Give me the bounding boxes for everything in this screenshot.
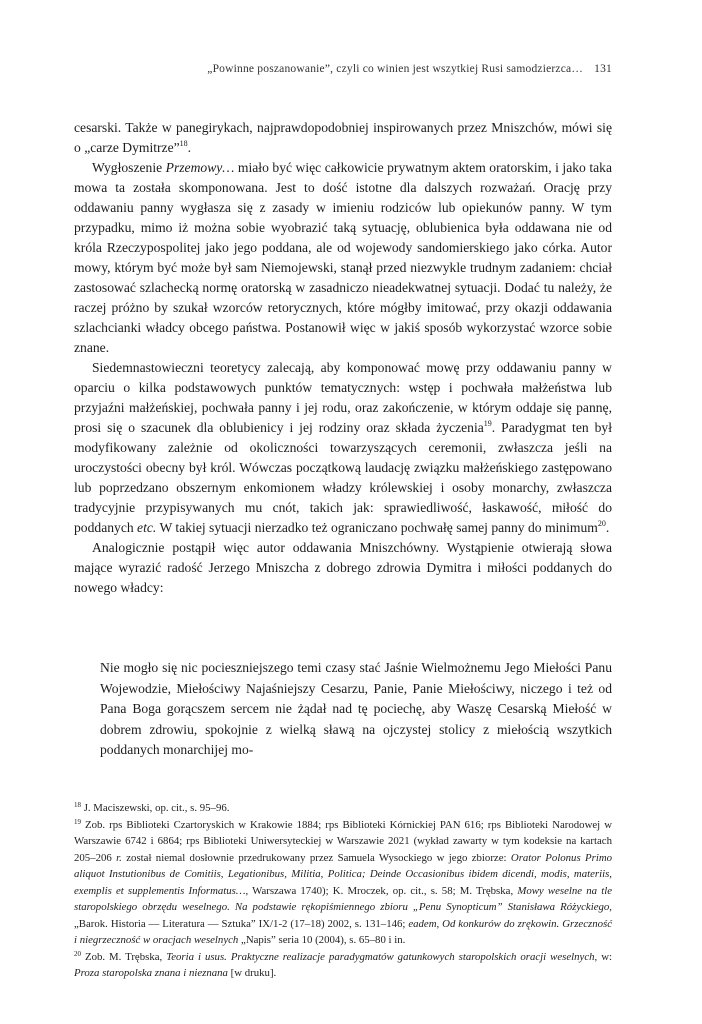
book-title: Orator Polonus Primo aliquot Instutionibus de Comitiis, Legationibus, Militia, Politica; Deinde Occasionibus ibidem dicendi, modis, materiis, exemplis et supplementis Informatus… — [74, 851, 613, 897]
footnote-text: , „Barok. Historia — Literatura — Sztuka” IX/1-2 (17–18) 2002, s. 131–146; — [74, 901, 612, 930]
footnote-ref-18: 18 — [179, 139, 188, 148]
block-quote — [100, 658, 612, 761]
footnote-text: „Napis” seria 10 (2004), s. 65–80 i in. — [238, 934, 406, 946]
footnote-20 — [74, 949, 612, 982]
article-title: Teoria i usus. Praktyczne realizacje paradygmatów gatunkowych staropolskich oracji weselnych — [166, 950, 595, 963]
footnote-text: został niemal dosłownie przedrukowany przez Samuela Wysockiego w jego zbiorze: — [121, 851, 511, 864]
paragraph-3 — [74, 358, 612, 538]
paragraph-text: Siedemnastowieczni teoretycy zalecają, aby komponować mowę przy oddawaniu panny w oparciu o kilka podstawowych punktów tematycznych: wstęp i pochwała małżeństwa lub przyjaźni małżeńskiej, pochwała panny i jej rodu, oraz zakończenie, w którym oddaje się pannę, prosi się o szacunek dla oblubienicy i jej rodziny oraz składa życzenia — [74, 360, 612, 435]
footnotes — [74, 800, 612, 982]
footnote-ref-19: 19 — [483, 419, 492, 428]
paragraph-text: . — [605, 520, 610, 535]
paragraph-text: cesarski. Także w panegirykach, najprawdopodobniej inspirowanych przez Mniszchów, mówi się o „carze Dymitrze” — [74, 120, 612, 155]
paragraph-text: Wygłoszenie — [92, 160, 166, 175]
paragraph-2 — [74, 158, 612, 358]
paragraph-text: . Paradygmat ten był modyfikowany zależnie od okoliczności towarzyszących ceremonii, zwłaszcza jeśli na uroczystości obecny był król. Wówczas początkową laudację związku małżeńskiego zastępowano lub poprzedzano obszernym enkomionem władzy królewskiej i osoby monarchy, zwłaszcza tradycyjnie przypisywanych mu cnót, takich jak: sprawiedliwość, łaskawość, miłość do poddanych — [74, 420, 612, 535]
footnote-text: J. Maciszewski, op. cit., s. 95–96. — [81, 802, 230, 814]
article-title: eadem, Od konkurów do zrękowin. Grzeczność i niegrzeczność w oracjach weselnych — [74, 917, 612, 946]
footnote-mark: 18 — [74, 801, 81, 809]
footnote-18 — [74, 800, 612, 817]
page-number: 131 — [594, 63, 612, 75]
book-title: Proza staropolska znana i nieznana — [74, 967, 228, 979]
italic-abbrev: etc. — [137, 520, 157, 535]
paragraph-1 — [74, 118, 612, 158]
main-text — [74, 118, 612, 598]
work-title: Przemowy… — [165, 160, 235, 175]
footnote-text: , Warszawa 1740); K. Mroczek, op. cit., s. 58; M. Trębska, — [245, 884, 518, 897]
footnote-mark: 20 — [74, 949, 81, 958]
footnote-text: Zob. rps Biblioteki Czartoryskich w Krakowie 1884; rps Biblioteki Kórnickiej PAN 616; rps Biblioteki Narodowej w Warszawie 6742 i 6864; rps Biblioteki Uniwersyteckiej w Warszawie 2021 (wykład zawarty w tym kodeksie na kartach 205–206 — [74, 818, 612, 864]
running-title: „Powinne poszanowanie”, czyli co winien jest wszytkiej Rusi samodzierzca… — [207, 63, 584, 75]
paragraph-text: miało być więc całkowicie prywatnym aktem oratorskim, i jako taka mowa ta została skomponowana. Jest to dość istotne dla dalszych rozważań. Orację przy oddawaniu panny wygłasza się z zasady w imieniu rodziców lub opiekunów panny. W tym przypadku, mimo iż można sobie wyobrazić taką sytuację, oblubienica była oddawana nie od króla Rzeczypospolitej jako jego poddana, ale od wojewody sandomierskiego jako córka. Autor mowy, którym być może był sam Niemojewski, stanął przed niezwykle trudnym zadaniem: chciał zastosować szlachecką normę oratorską w zasadniczo nieadekwatnej sytuacji. Dodać tu należy, że raczej próżno by szukał wzorców retorycznych, które mógłby imitować, przy okazji oddawania szlachcianki władcy obcego państwa. Postanowił więc w jakiś sposób wykorzystać wzorce sobie znane. — [74, 160, 612, 355]
footnote-19 — [74, 817, 612, 949]
footnote-mark: 19 — [74, 817, 81, 826]
paragraph-4: Analogicznie postąpił więc autor oddawania Mniszchówny. Wystąpienie otwierają słowa mające wyrazić radość Jerzego Mniszcha z dobrego zdrowia Dymitra i miłości poddanych do nowego władcy: — [74, 540, 612, 595]
paragraph-text: W takiej sytuacji nierzadko też ograniczano pochwałę samej panny do minimum — [156, 520, 598, 535]
italic-abbrev: r. — [116, 851, 122, 864]
paragraph-text: . — [187, 140, 192, 155]
article-title: Mowy weselne na tle staropolskiego obrzędu weselnego. Na podstawie rękopiśmiennego zbioru „Penu Synopticum” Stanisława Różyckiego — [74, 884, 613, 913]
footnote-text: Zob. M. Trębska, — [81, 950, 167, 963]
running-header — [150, 63, 612, 75]
footnote-text: , w: — [594, 950, 613, 963]
footnote-ref-20: 20 — [597, 519, 606, 528]
footnote-text: [w druku]. — [227, 967, 277, 979]
quote-text: Nie mogło się nic pocieszniejszego temi czasy stać Jaśnie Wielmożnemu Jego Miełości Panu Wojewodzie, Miełościwy Najaśniejszy Cesarzu, Panie, Panie Miełościwy, niczego i też od Pana Boga gorącszem sercem nie żądał nad tę pociechę, aby Waszę Cesarską Miełość w dobrem zdrowiu, spokojnie z wielką sławą na ojczystej stolicy z miełością wszytkich poddanych monarchijej mo- — [100, 660, 612, 757]
